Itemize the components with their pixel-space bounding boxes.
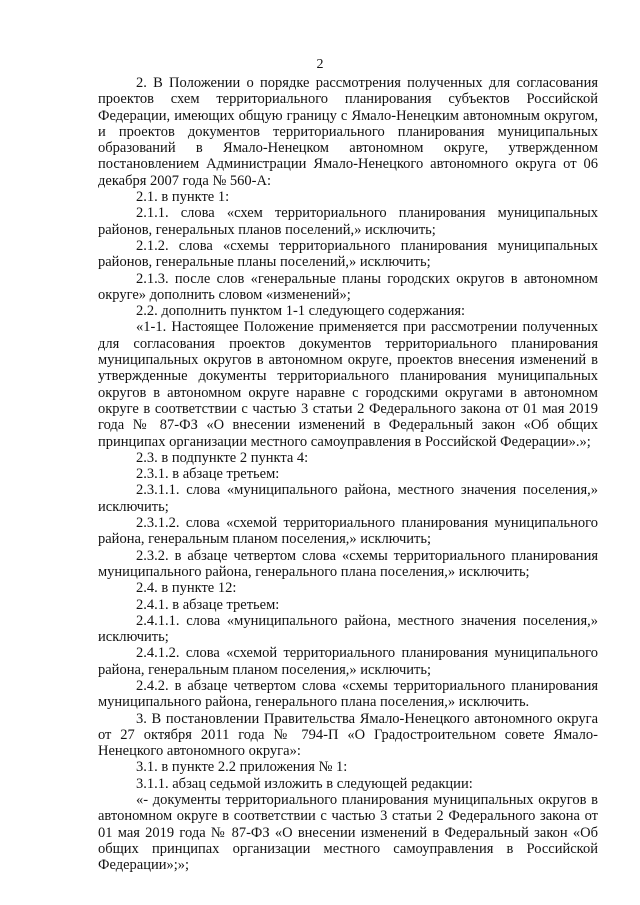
paragraph-2-3-1-1: 2.3.1.1. слова «муниципального района, местного значения поселения,» исключить;	[98, 482, 598, 515]
paragraph-2-3: 2.3. в подпункте 2 пункта 4:	[136, 449, 309, 466]
paragraph-2-4: 2.4. в пункте 12:	[136, 580, 237, 597]
paragraph-2-4-1-1: 2.4.1.1. слова «муниципального района, местного значения поселения,» исключить;	[98, 612, 598, 646]
paragraph-2-3-1-2: 2.3.1.2. слова «схемой территориального планирования муниципального района, генеральным планом поселения,» исключить;	[98, 515, 598, 548]
paragraph-1-1-quote: «1-1. Настоящее Положение применяется при рассмотрении полученных для согласования проектов документов территориального планирования муниципальных округов в автономном округе, проектов внесения изменений в утвержденные документы территориального планирования муниципальных округов в автономном округе наравне с городскими округами в автономном округе в соответствии с частью 3 статьи 2 Федерального закона от 01 мая 2019 года № 87-ФЗ «О внесении изменений в Федеральный закон «Об общих принципах организации местного самоуправления в Российской Федерации».»;	[98, 319, 598, 450]
paragraph-new-edition-quote: «- документы территориального планирования муниципальных округов в автономном округе в соответствии с частью 3 статьи 2 Федерального закона от 01 мая 2019 года № 87-ФЗ «О внесении изменений в Федеральный закон «Об общих принципах организации местного самоуправления в Российской Федерации»;»;	[98, 792, 598, 874]
paragraph-2-1: 2.1. в пункте 1:	[136, 189, 230, 206]
paragraph-3-1: 3.1. в пункте 2.2 приложения № 1:	[136, 759, 348, 776]
paragraph-2-4-1: 2.4.1. в абзаце третьем:	[136, 596, 280, 613]
paragraph-2-1-3: 2.1.3. после слов «генеральные планы городских округов в автономном округе» дополнить словом «изменений»;	[98, 270, 598, 303]
paragraph-2-2: 2.2. дополнить пунктом 1-1 следующего содержания:	[136, 303, 466, 320]
paragraph-2-3-1: 2.3.1. в абзаце третьем:	[136, 466, 280, 483]
page-number: 2	[316, 57, 324, 72]
paragraph-2-4-2: 2.4.2. в абзаце четвертом слова «схемы территориального планирования муниципального района, генерального плана поселения,» исключить.	[98, 677, 598, 711]
paragraph-2-1-1: 2.1.1. слова «схем территориального планирования муниципальных районов, генеральных планов поселений,» исключить;	[98, 205, 598, 238]
paragraph-2: 2. В Положении о порядке рассмотрения полученных для согласования проектов схем территориального планирования субъектов Российской Федерации, имеющих общую границу с Ямало-Ненецким автономным округом, и проектов документов территориального планирования муниципальных образований в Ямало-Ненецком автономном округе, утвержденном постановлением Администрации Ямало-Ненецкого автономного округа от 06 декабря 2007 года № 560-А:	[98, 75, 598, 189]
document-body	[98, 75, 598, 874]
paragraph-3: 3. В постановлении Правительства Ямало-Ненецкого автономного округа от 27 октября 2011 года № 794-П «О Градостроительном совете Ямало-Ненецкого автономного округа»:	[98, 710, 598, 760]
paragraph-2-3-2: 2.3.2. в абзаце четвертом слова «схемы территориального планирования муниципального района, генерального плана поселения,» исключить;	[98, 547, 598, 580]
paragraph-3-1-1: 3.1.1. абзац седьмой изложить в следующей редакции:	[136, 775, 473, 792]
paragraph-2-1-2: 2.1.2. слова «схемы территориального планирования муниципальных районов, генеральные планы поселений,» исключить;	[98, 237, 598, 271]
paragraph-2-4-1-2: 2.4.1.2. слова «схемой территориального планирования муниципального района, генеральным планом поселения,» исключить;	[98, 645, 598, 678]
